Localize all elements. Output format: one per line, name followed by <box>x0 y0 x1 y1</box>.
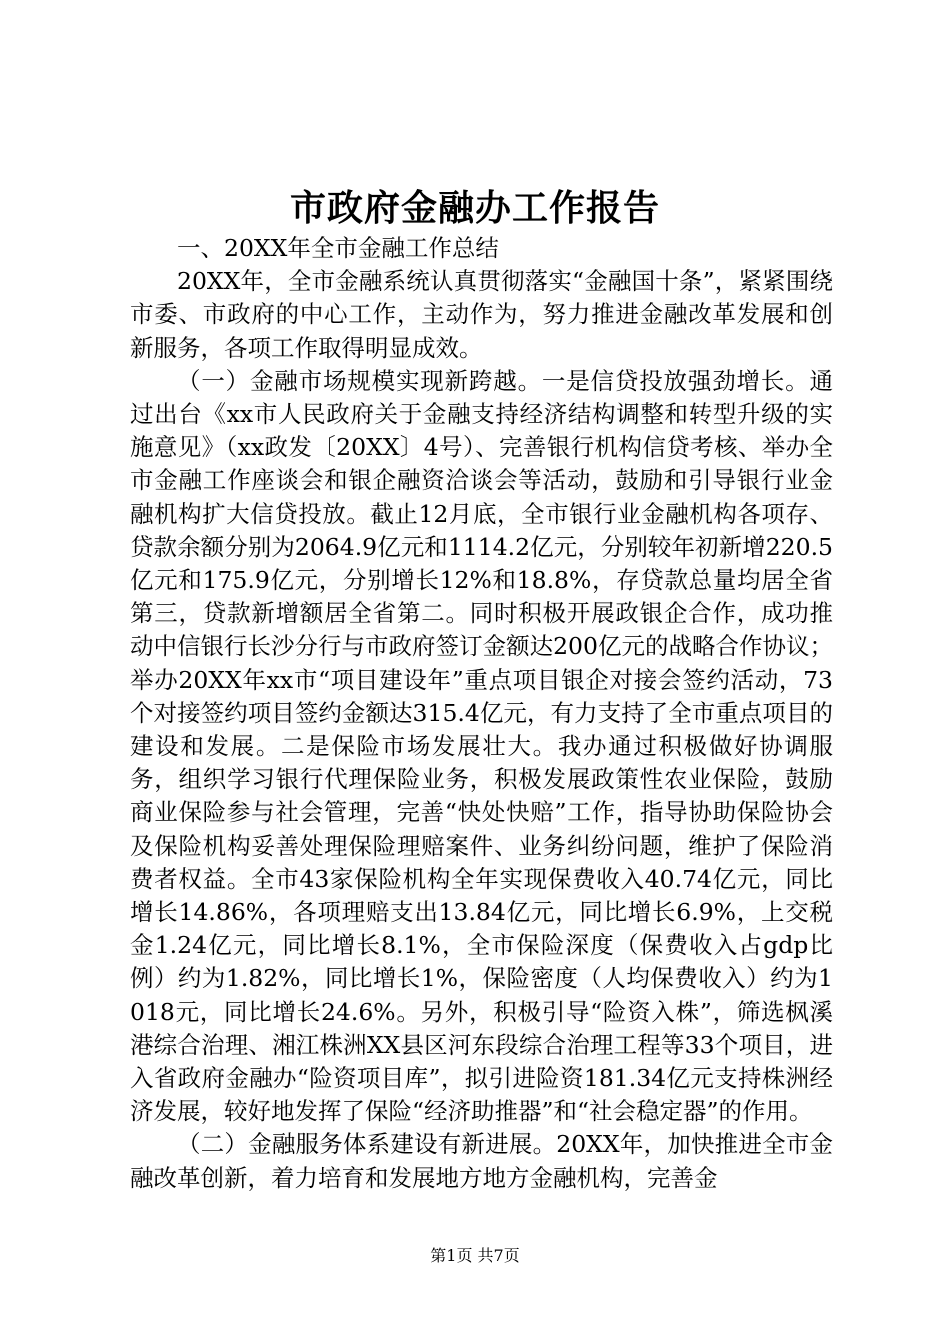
paragraph-summary: 20XX年，全市金融系统认真贯彻落实“金融国十条”，紧紧围绕市委、市政府的中心工作，主动作为，努力推进金融改革发展和创新服务，各项工作取得明显成效。 <box>130 267 833 362</box>
paragraph-service-system: （二）金融服务体系建设有新进展。20XX年，加快推进全市金融改革创新，着力培育和发展地方地方金融机构，完善金 <box>130 1130 833 1192</box>
paragraph-market-scale: （一）金融市场规模实现新跨越。一是信贷投放强劲增长。通过出台《xx市人民政府关于金融支持经济结构调整和转型升级的实施意见》（xx政发〔20XX〕4号）、完善银行机构信贷考核、举办全市金融工作座谈会和银企融资洽谈会等活动，鼓励和引导银行业金融机构扩大信贷投放。截止12月底，全市银行业金融机构各项存、贷款余额分别为2064.9亿元和1114.2亿元，分别较年初新增220.5亿元和175.9亿元，分别增长12%和18.8%，存贷款总量均居全省第三，贷款新增额居全省第二。同时积极开展政银企合作，成功推动中信银行长沙分行与市政府签订金额达200亿元的战略合作协议；举办20XX年xx市“项目建设年”重点项目银企对接会签约活动，73个对接签约项目签约金额达315.4亿元，有力支持了全市重点项目的建设和发展。二是保险市场发展壮大。我办通过积极做好协调服务，组织学习银行代理保险业务，积极发展政策性农业保险，鼓励商业保险参与社会管理，完善“快处快赔”工作，指导协助保险协会及保险机构妥善处理保险理赔案件、业务纠纷问题，维护了保险消费者权益。全市43家保险机构全年实现保费收入40.74亿元，同比增长14.86%，各项理赔支出13.84亿元，同比增长6.9%，上交税金1.24亿元，同比增长8.1%，全市保险深度（保费收入占gdp比例）约为1.82%，同比增长1%，保险密度（人均保费收入）约为1018元，同比增长24.6%。另外，积极引导“险资入株”，筛选枫溪港综合治理、湘江株洲XX县区河东段综合治理工程等33个项目，进入省政府金融办“险资项目库”，拟引进险资181.34亿元支持株洲经济发展，较好地发挥了保险“经济助推器”和“社会稳定器”的作用。 <box>130 366 833 1126</box>
document-body <box>130 232 833 1195</box>
document-title: 市政府金融办工作报告 <box>289 187 660 229</box>
section-heading: 一、20XX年全市金融工作总结 <box>177 234 499 262</box>
page-footer: 第1页 共7页 <box>430 1246 520 1265</box>
